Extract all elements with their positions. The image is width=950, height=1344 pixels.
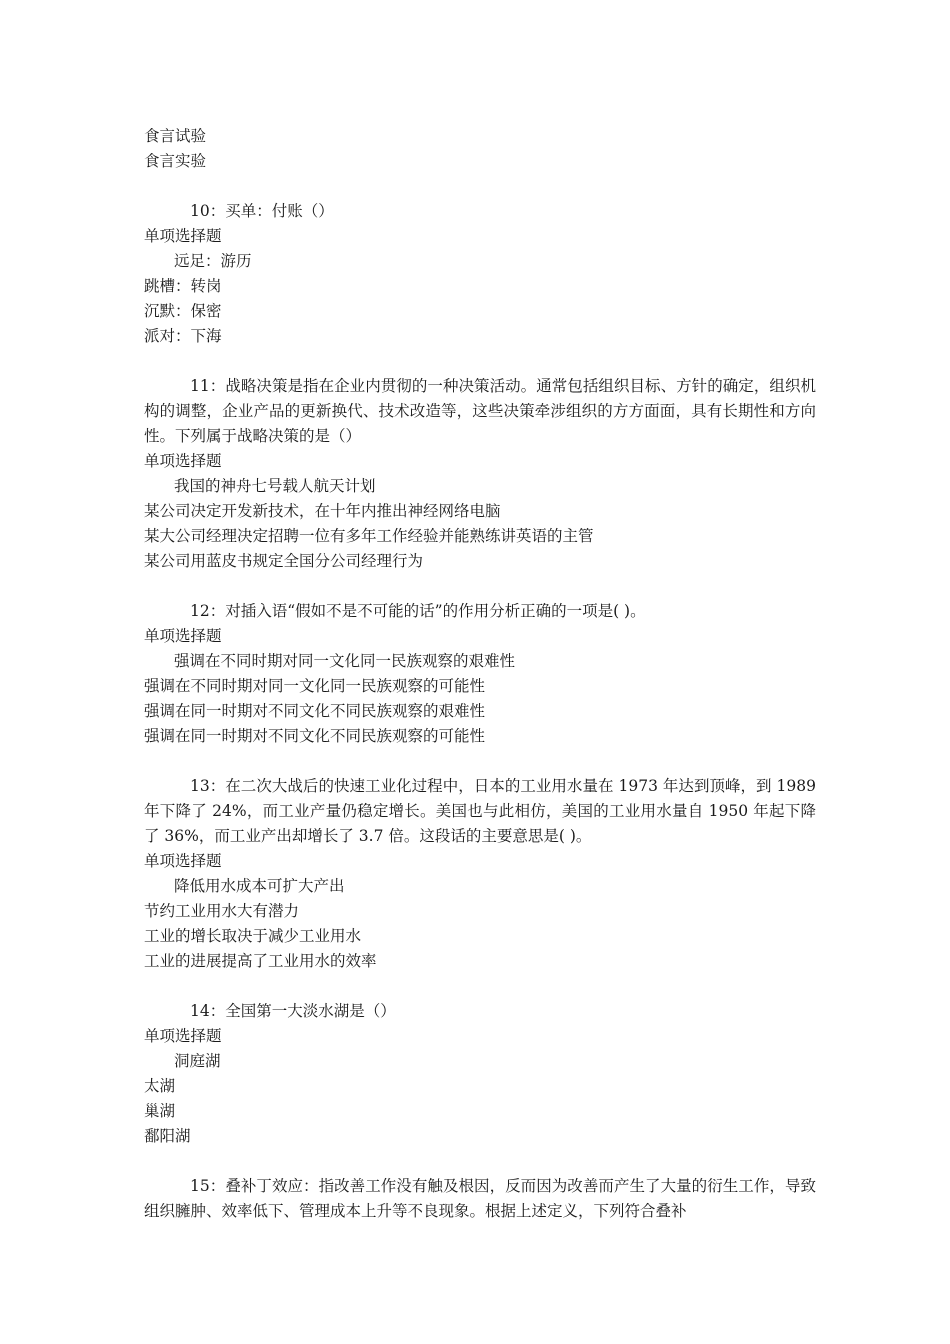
option-line: 工业的进展提高了工业用水的效率: [144, 952, 377, 970]
option-line: 节约工业用水大有潜力: [144, 902, 300, 920]
option-line: 沉默：保密: [144, 302, 222, 320]
option-line: 强调在不同时期对同一文化同一民族观察的艰难性: [174, 652, 516, 670]
option-line: 派对：下海: [144, 327, 222, 345]
option-line: 食言实验: [144, 152, 207, 170]
option-line: 工业的增长取决于减少工业用水: [144, 927, 362, 945]
option-line: 洞庭湖: [174, 1052, 221, 1070]
question-stem: 12：对插入语“假如不是不可能的话”的作用分析正确的一项是( )。: [190, 602, 646, 620]
spacer: [144, 349, 816, 374]
question-type: 单项选择题: [144, 452, 222, 470]
question-stem: 10：买单：付账（）: [190, 202, 334, 220]
question-stem: 15：叠补丁效应：指改善工作没有触及根因，反而因为改善而产生了大量的衍生工作，导致组织臃肿、效率低下、管理成本上升等不良现象。根据上述定义，下列符合叠补: [144, 1177, 816, 1220]
question-stem: 11：战略决策是指在企业内贯彻的一种决策活动。通常包括组织目标、方针的确定，组织机构的调整，企业产品的更新换代、技术改造等，这些决策牵涉组织的方方面面，具有长期性和方向性。下列属于战略决策的是（）: [144, 377, 816, 445]
question-stem: 13：在二次大战后的快速工业化过程中，日本的工业用水量在 1973 年达到顶峰，到 1989 年下降了 24%，而工业产量仍稳定增长。美国也与此相仿，美国的工业用水量自 1950 年起下降了 36%，而工业产出却增长了 3.7 倍。这段话的主要意思是( )。: [144, 777, 816, 845]
option-line: 我国的神舟七号载人航天计划: [174, 477, 376, 495]
option-line: 强调在同一时期对不同文化不同民族观察的艰难性: [144, 702, 486, 720]
option-line: 巢湖: [144, 1102, 176, 1120]
option-line: 强调在同一时期对不同文化不同民族观察的可能性: [144, 727, 486, 745]
option-line: 降低用水成本可扩大产出: [174, 877, 345, 895]
option-line: 某公司用蓝皮书规定全国分公司经理行为: [144, 552, 424, 570]
option-line: 某公司决定开发新技术，在十年内推出神经网络电脑: [144, 502, 501, 520]
option-line: 太湖: [144, 1077, 176, 1095]
question-type: 单项选择题: [144, 1027, 222, 1045]
question-stem: 14：全国第一大淡水湖是（）: [190, 1002, 396, 1020]
spacer: [144, 574, 816, 599]
option-line: 食言试验: [144, 127, 207, 145]
spacer: [144, 174, 816, 199]
option-line: 某大公司经理决定招聘一位有多年工作经验并能熟练讲英语的主管: [144, 527, 594, 545]
option-line: 跳槽：转岗: [144, 277, 222, 295]
option-line: 强调在不同时期对同一文化同一民族观察的可能性: [144, 677, 486, 695]
option-line: 鄱阳湖: [144, 1127, 191, 1145]
question-type: 单项选择题: [144, 227, 222, 245]
option-line: 远足：游历: [174, 252, 252, 270]
spacer: [144, 749, 816, 774]
document-page: [144, 124, 816, 1224]
question-type: 单项选择题: [144, 852, 222, 870]
spacer: [144, 1149, 816, 1174]
question-type: 单项选择题: [144, 627, 222, 645]
spacer: [144, 974, 816, 999]
